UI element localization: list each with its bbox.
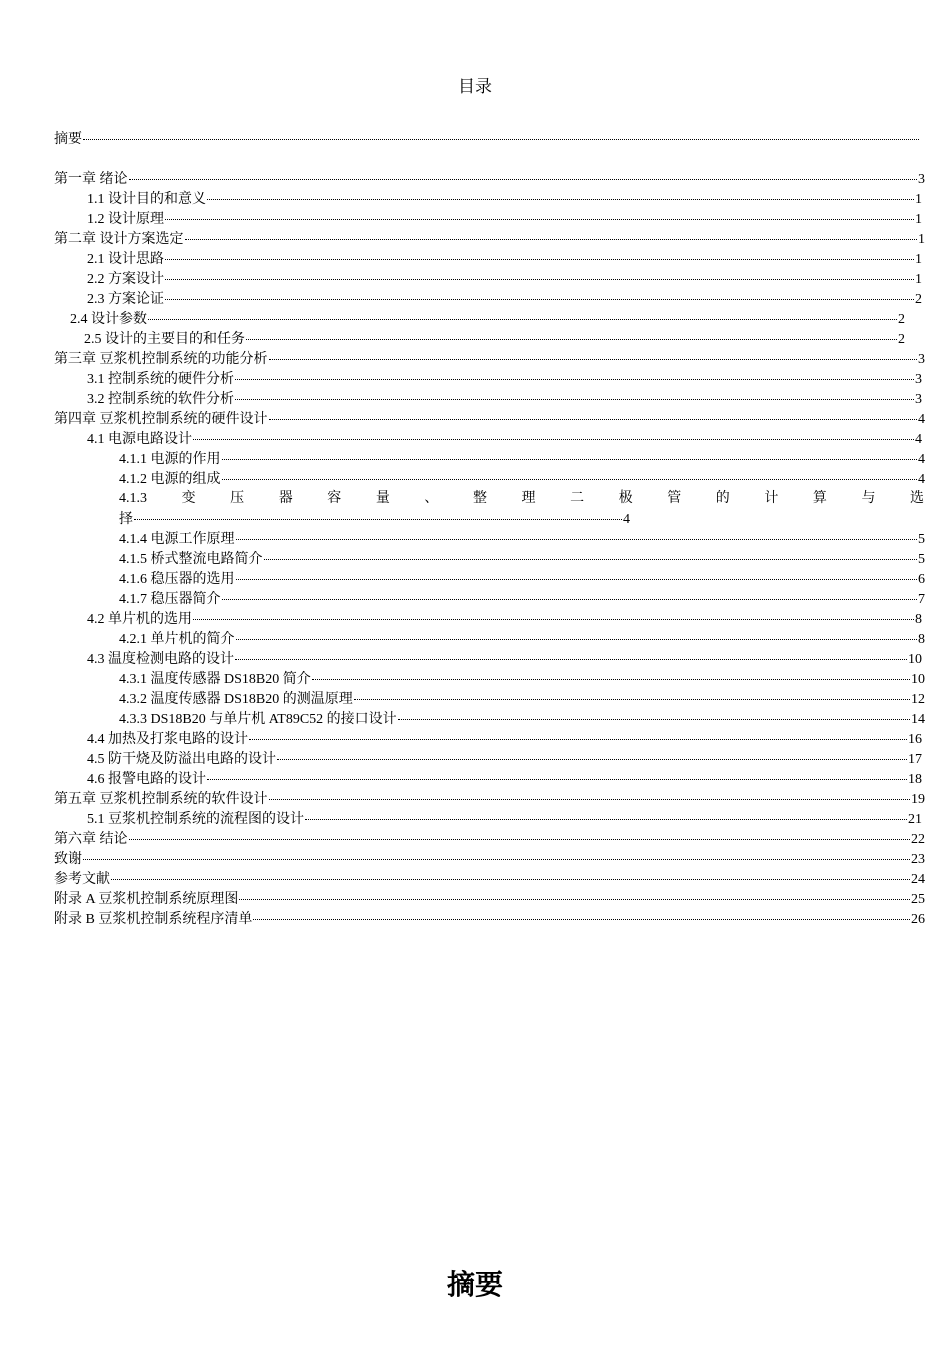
dot-leader bbox=[312, 667, 910, 680]
toc-label-fragment: 、 bbox=[424, 491, 439, 506]
toc-entry-label: 5.1 豆浆机控制系统的流程图的设计 bbox=[87, 812, 304, 827]
toc-entry-page-number: 2 bbox=[915, 292, 922, 307]
toc-entry-label: 4.1.6 稳压器的选用 bbox=[119, 572, 235, 587]
toc-entry-page-number: 4 bbox=[915, 432, 922, 447]
toc-entry-label: 附录 B 豆浆机控制系统程序清单 bbox=[54, 912, 253, 927]
dot-leader bbox=[83, 847, 910, 860]
toc-entry-page-number: 18 bbox=[908, 772, 922, 787]
toc-entry-label: 第六章 结论 bbox=[54, 832, 128, 847]
toc-label-fragment: 计 bbox=[764, 491, 779, 506]
toc-entry-page-number: 5 bbox=[918, 532, 925, 547]
dot-leader bbox=[235, 367, 914, 380]
dot-leader bbox=[269, 787, 911, 800]
toc-entry-page-number: 25 bbox=[911, 892, 925, 907]
toc-entry-page-number: 7 bbox=[918, 592, 925, 607]
toc-label-fragment: 与 bbox=[861, 491, 876, 506]
dot-leader bbox=[236, 527, 918, 540]
toc-entry-page-number: 3 bbox=[915, 392, 922, 407]
toc-label-fragment: 选 bbox=[910, 491, 924, 506]
toc-entry-label: 4.1.5 桥式整流电路简介 bbox=[119, 552, 263, 567]
toc-entry-page-number: 23 bbox=[911, 852, 925, 867]
toc-entry-page-number: 10 bbox=[908, 652, 922, 667]
toc-entry-page-number: 8 bbox=[915, 612, 922, 627]
toc-entry-label: 2.1 设计思路 bbox=[87, 252, 164, 267]
toc-label-fragment: 压 bbox=[230, 491, 245, 506]
dot-leader bbox=[269, 347, 918, 360]
toc-entry-label: 第三章 豆浆机控制系统的功能分析 bbox=[54, 352, 268, 367]
dot-leader bbox=[236, 627, 918, 640]
dot-leader bbox=[165, 267, 914, 280]
dot-leader bbox=[129, 827, 911, 840]
toc-entry-page-number: 5 bbox=[918, 552, 925, 567]
toc-label-fragment: 算 bbox=[812, 491, 827, 506]
toc-entry-label: 4.3 温度检测电路的设计 bbox=[87, 652, 234, 667]
toc-entry-label: 4.6 报警电路的设计 bbox=[87, 772, 206, 787]
toc-entry-label: 2.4 设计参数 bbox=[70, 312, 147, 327]
toc-entry-label: 4.3.2 温度传感器 DS18B20 的测温原理 bbox=[119, 692, 353, 707]
toc-entry-label: 第二章 设计方案选定 bbox=[54, 232, 184, 247]
toc-entry-label: 1.2 设计原理 bbox=[87, 212, 164, 227]
toc-entry-page-number: 17 bbox=[908, 752, 922, 767]
toc-label-fragment: 器 bbox=[278, 491, 293, 506]
dot-leader bbox=[165, 247, 914, 260]
toc-entry-label: 第一章 绪论 bbox=[54, 172, 128, 187]
dot-leader bbox=[134, 507, 622, 520]
dot-leader bbox=[111, 867, 910, 880]
toc-entry-page-number: 14 bbox=[911, 712, 925, 727]
dot-leader bbox=[207, 187, 914, 200]
toc-title: 目录 bbox=[458, 77, 492, 96]
toc-entry-page-number: 4 bbox=[623, 512, 630, 527]
toc-entry-page-number: 4 bbox=[918, 412, 925, 427]
toc-entry-page-number: 22 bbox=[911, 832, 925, 847]
toc-label-fragment: 的 bbox=[715, 491, 730, 506]
toc-label-fragment: 二 bbox=[570, 491, 585, 506]
dot-leader bbox=[398, 707, 910, 720]
toc-label-fragment: 变 bbox=[181, 491, 196, 506]
dot-leader bbox=[193, 427, 914, 440]
toc-label-fragment: 极 bbox=[618, 491, 633, 506]
dot-leader bbox=[193, 607, 914, 620]
dot-leader bbox=[129, 167, 918, 180]
toc-entry-page-number: 26 bbox=[911, 912, 925, 927]
toc-entry-label: 4.1 电源电路设计 bbox=[87, 432, 192, 447]
toc-entry-page-number: 4 bbox=[918, 452, 925, 467]
toc-label-fragment: 容 bbox=[327, 491, 342, 506]
dot-leader bbox=[83, 127, 919, 140]
toc-entry[interactable] bbox=[119, 470, 925, 490]
dot-leader bbox=[148, 307, 897, 320]
toc-entry-label: 择 bbox=[119, 512, 133, 527]
toc-entry-label: 4.3.3 DS18B20 与单片机 AT89C52 的接口设计 bbox=[119, 712, 397, 727]
dot-leader bbox=[246, 327, 897, 340]
toc-entry-label: 4.2 单片机的选用 bbox=[87, 612, 192, 627]
toc-entry[interactable] bbox=[54, 130, 920, 150]
toc-entry-page-number: 8 bbox=[918, 632, 925, 647]
toc-entry-label: 2.3 方案论证 bbox=[87, 292, 164, 307]
toc-entry-label: 2.5 设计的主要目的和任务 bbox=[84, 332, 245, 347]
toc-label-fragment: 量 bbox=[375, 491, 390, 506]
dot-leader bbox=[207, 767, 907, 780]
dot-leader bbox=[235, 387, 914, 400]
toc-entry-label: 参考文献 bbox=[54, 872, 110, 887]
toc-entry-page-number: 24 bbox=[911, 872, 925, 887]
toc-entry-label: 4.1.4 电源工作原理 bbox=[119, 532, 235, 547]
toc-entry-page-number: 1 bbox=[915, 212, 922, 227]
toc-entry-page-number: 2 bbox=[898, 332, 905, 347]
toc-entry-page-number: 3 bbox=[915, 372, 922, 387]
dot-leader bbox=[222, 447, 918, 460]
toc-entry-wrapped-first-line bbox=[119, 489, 924, 509]
dot-leader bbox=[253, 907, 910, 920]
dot-leader bbox=[185, 227, 918, 240]
toc-entry-page-number: 1 bbox=[915, 272, 922, 287]
dot-leader bbox=[236, 567, 918, 580]
toc-entry-label: 第五章 豆浆机控制系统的软件设计 bbox=[54, 792, 268, 807]
toc-entry-label: 3.1 控制系统的硬件分析 bbox=[87, 372, 234, 387]
dot-leader bbox=[165, 207, 914, 220]
toc-entry-label: 4.4 加热及打浆电路的设计 bbox=[87, 732, 248, 747]
toc-entry-page-number: 12 bbox=[911, 692, 925, 707]
toc-entry-label: 4.1.7 稳压器简介 bbox=[119, 592, 221, 607]
toc-entry-page-number: 3 bbox=[918, 352, 925, 367]
dot-leader bbox=[222, 587, 918, 600]
dot-leader bbox=[165, 287, 914, 300]
dot-leader bbox=[269, 407, 918, 420]
abstract-heading: 摘要 bbox=[446, 1270, 503, 1301]
toc-entry-page-number: 4 bbox=[918, 472, 925, 487]
toc-entry-page-number: 6 bbox=[918, 572, 925, 587]
toc-label-fragment: 管 bbox=[667, 491, 682, 506]
toc-entry-label: 4.2.1 单片机的简介 bbox=[119, 632, 235, 647]
toc-label-fragment: 理 bbox=[521, 491, 536, 506]
toc-entry-page-number: 3 bbox=[918, 172, 925, 187]
toc-entry-label: 3.2 控制系统的软件分析 bbox=[87, 392, 234, 407]
toc-entry-label: 第四章 豆浆机控制系统的硬件设计 bbox=[54, 412, 268, 427]
toc-entry-page-number: 16 bbox=[908, 732, 922, 747]
toc-entry-label: 附录 A 豆浆机控制系统原理图 bbox=[54, 892, 239, 907]
toc-entry-label: 致谢 bbox=[54, 852, 82, 867]
dot-leader bbox=[249, 727, 907, 740]
toc-entry-label: 4.1.2 电源的组成 bbox=[119, 472, 221, 487]
toc-entry-label: 摘要 bbox=[54, 132, 82, 147]
toc-entry-page-number: 2 bbox=[898, 312, 905, 327]
toc-entry-label: 4.5 防干烧及防溢出电路的设计 bbox=[87, 752, 276, 767]
dot-leader bbox=[239, 887, 910, 900]
toc-entry-label: 2.2 方案设计 bbox=[87, 272, 164, 287]
dot-leader bbox=[264, 547, 918, 560]
dot-leader bbox=[222, 467, 918, 480]
dot-leader bbox=[305, 807, 907, 820]
toc-label-fragment: 4.1.3 bbox=[119, 491, 147, 506]
toc-entry-page-number: 1 bbox=[915, 252, 922, 267]
toc-entry-label: 4.1.1 电源的作用 bbox=[119, 452, 221, 467]
toc-entry-page-number: 19 bbox=[911, 792, 925, 807]
toc-entry-page-number: 10 bbox=[911, 672, 925, 687]
toc-entry-label: 4.3.1 温度传感器 DS18B20 简介 bbox=[119, 672, 311, 687]
toc-entry-page-number: 1 bbox=[918, 232, 925, 247]
toc-entry-page-number: 21 bbox=[908, 812, 922, 827]
toc-label-fragment: 整 bbox=[472, 491, 487, 506]
dot-leader bbox=[235, 647, 907, 660]
toc-entry-label: 1.1 设计目的和意义 bbox=[87, 192, 206, 207]
toc-entry[interactable] bbox=[54, 910, 925, 930]
toc-entry-page-number: 1 bbox=[915, 192, 922, 207]
dot-leader bbox=[277, 747, 907, 760]
dot-leader bbox=[354, 687, 910, 700]
